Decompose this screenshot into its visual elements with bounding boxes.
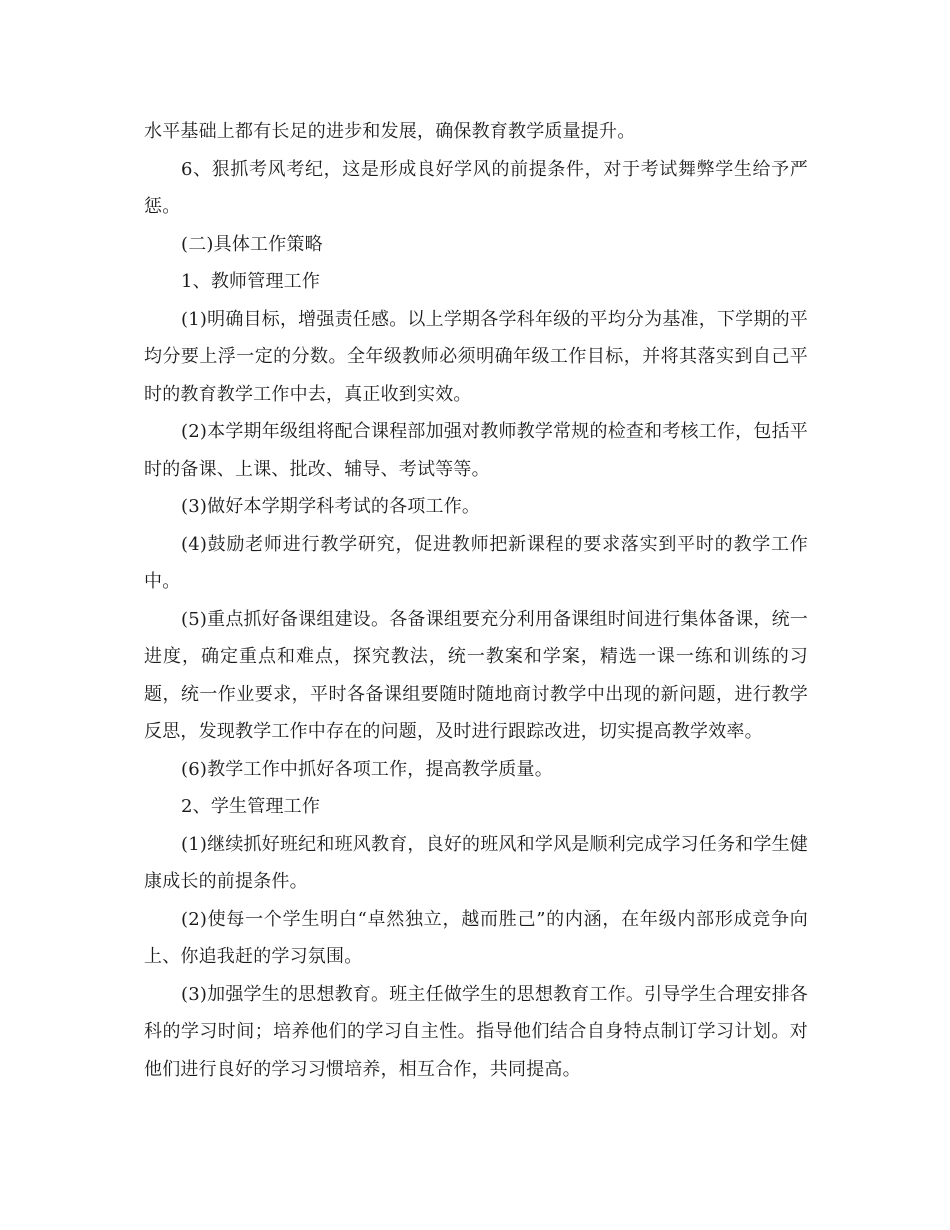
paragraph: (3)做好本学期学科考试的各项工作。 [181, 496, 481, 517]
document-body [144, 113, 808, 1088]
paragraph: (4)鼓励老师进行教学研究，促进教师把新课程的要求落实到平时的教学工作中。 [144, 533, 808, 592]
paragraph: (1)继续抓好班纪和班风教育，良好的班风和学风是顺利完成学习任务和学生健康成长的前提条件。 [144, 833, 808, 892]
section-heading: (二)具体工作策略 [181, 233, 323, 255]
paragraph: (2)使每一个学生明白“卓然独立，越而胜己”的内涵，在年级内部形成竞争向上、你追我赶的学习氛围。 [144, 908, 808, 967]
subsection-heading: 1、教师管理工作 [181, 271, 321, 292]
paragraph: (1)明确目标，增强责任感。以上学期各学科年级的平均分为基准，下学期的平均分要上浮一定的分数。全年级教师必须明确年级工作目标，并将其落实到自己平时的教育教学工作中去，真正收到实效。 [144, 308, 808, 405]
subsection-heading: 2、学生管理工作 [181, 796, 321, 817]
paragraph: (3)加强学生的思想教育。班主任做学生的思想教育工作。引导学生合理安排各科的学习时间；培养他们的学习自主性。指导他们结合自身特点制订学习计划。对他们进行良好的学习习惯培养，相互合作，共同提高。 [144, 983, 808, 1080]
paragraph: (2)本学期年级组将配合课程部加强对教师教学常规的检查和考核工作，包括平时的备课、上课、批改、辅导、考试等等。 [144, 421, 808, 480]
paragraph: 6、狠抓考风考纪，这是形成良好学风的前提条件，对于考试舞弊学生给予严惩。 [144, 158, 808, 217]
paragraph: 水平基础上都有长足的进步和发展，确保教育教学质量提升。 [144, 121, 636, 142]
paragraph: (6)教学工作中抓好各项工作，提高教学质量。 [181, 758, 553, 780]
paragraph: (5)重点抓好备课组建设。各备课组要充分利用备课组时间进行集体备课，统一进度，确定重点和难点，探究教法，统一教案和学案，精选一课一练和训练的习题，统一作业要求，平时各备课组要随时随地商讨教学中出现的新问题，进行教学反思，发现教学工作中存在的问题，及时进行跟踪改进，切实提高教学效率。 [144, 608, 808, 742]
